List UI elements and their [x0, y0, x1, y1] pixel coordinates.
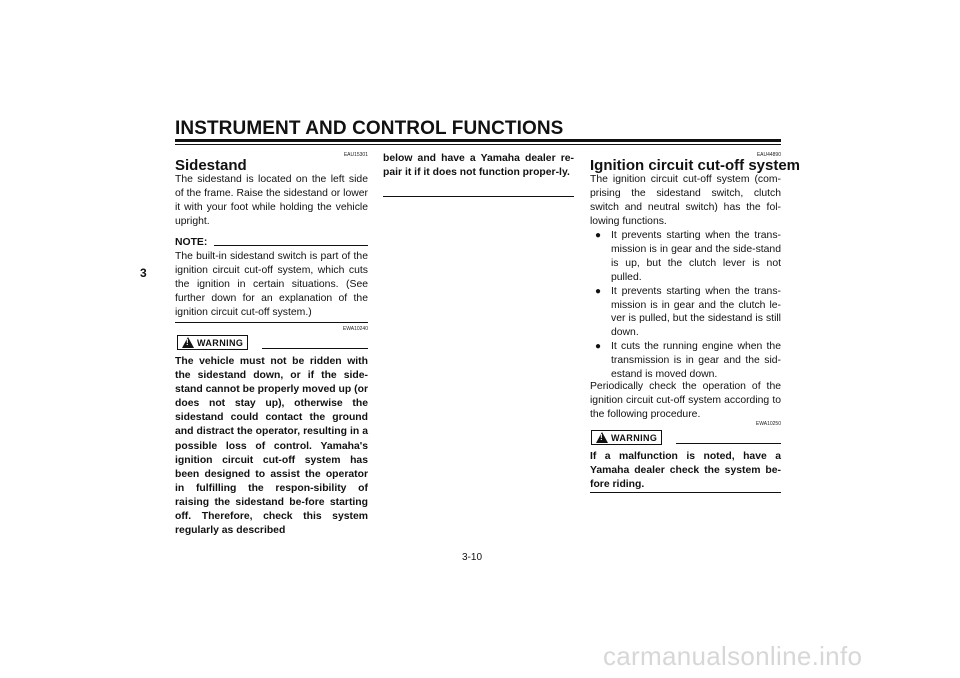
- chapter-tab: 3: [140, 266, 147, 280]
- warning-text-continued: below and have a Yamaha dealer re-pair it if it does not function proper-ly.: [383, 153, 574, 179]
- title-rule: [175, 139, 781, 142]
- list-item: ● It prevents starting when the trans-mission is in gear and the clutch le-ver is pulled, but the sidestand is still down.: [590, 285, 781, 341]
- warning-code: EWA10250: [755, 421, 781, 427]
- sidestand-text: The sidestand is located on the left side of the frame. Raise the sidestand or lower it with your foot while holding the vehicle upright.: [175, 174, 368, 227]
- warning-triangle-icon: [596, 432, 608, 443]
- warning-end-rule: [590, 492, 781, 493]
- ignition-bullets: [590, 229, 781, 382]
- ignition-outro: Periodically check the operation of the ignition circuit cut-off system according to the following procedure.: [590, 381, 781, 420]
- ignition-intro: The ignition circuit cut-off system (com-prising the sidestand switch, clutch switch and neutral switch) has the fol-lowing functions.: [590, 174, 781, 227]
- note-rule: [214, 245, 368, 246]
- warning-text: If a malfunction is noted, have a Yamaha dealer check the system be-fore riding.: [590, 451, 781, 491]
- section-code: EAU15301: [343, 152, 368, 158]
- warning-code: EWA10240: [342, 326, 368, 332]
- warning-rule: [676, 443, 781, 444]
- note-text: The built-in sidestand switch is part of the ignition circuit cut-off system, which cuts the ignition in certain situations. (See further down for an explanation of the ignition circuit cut-off system.): [175, 251, 368, 318]
- list-item: ● It cuts the running engine when the transmission is in gear and the sid-estand is moved down.: [590, 340, 781, 382]
- section-code: EAU44890: [756, 152, 781, 158]
- page-number: 3-10: [462, 552, 483, 563]
- warning-text: The vehicle must not be ridden with the sidestand down, or if the side-stand cannot be properly moved up (or does not stay up), otherwise the sidestand could contact the ground and distract the operator, resulting in a possible loss of control. Yamaha's ignition circuit cut-off system has been designed to assist the operator in fulfilling the respon-sibility of raising the sidestand be-fore starting off. Therefore, check this system regularly as described: [175, 356, 368, 537]
- warning-triangle-icon: [182, 337, 194, 348]
- note-label: NOTE:: [175, 237, 208, 248]
- warning-badge: [177, 335, 248, 350]
- note-end-rule: [175, 322, 368, 323]
- title-rule-thin: [175, 144, 781, 145]
- warning-badge: [591, 430, 662, 445]
- warning-label: WARNING: [611, 432, 658, 443]
- section-heading-ignition: Ignition circuit cut-off system: [590, 157, 801, 174]
- section-heading-sidestand: Sidestand: [175, 157, 247, 174]
- list-item: ● It prevents starting when the trans-mission is in gear and the side-stand is up, but the clutch lever is not pulled.: [590, 229, 781, 285]
- warning-rule: [262, 348, 368, 349]
- page-title: INSTRUMENT AND CONTROL FUNCTIONS: [175, 118, 564, 139]
- warning-label: WARNING: [197, 337, 244, 348]
- watermark: carmanualsonline.info: [603, 641, 863, 671]
- warning-end-rule: [383, 196, 574, 197]
